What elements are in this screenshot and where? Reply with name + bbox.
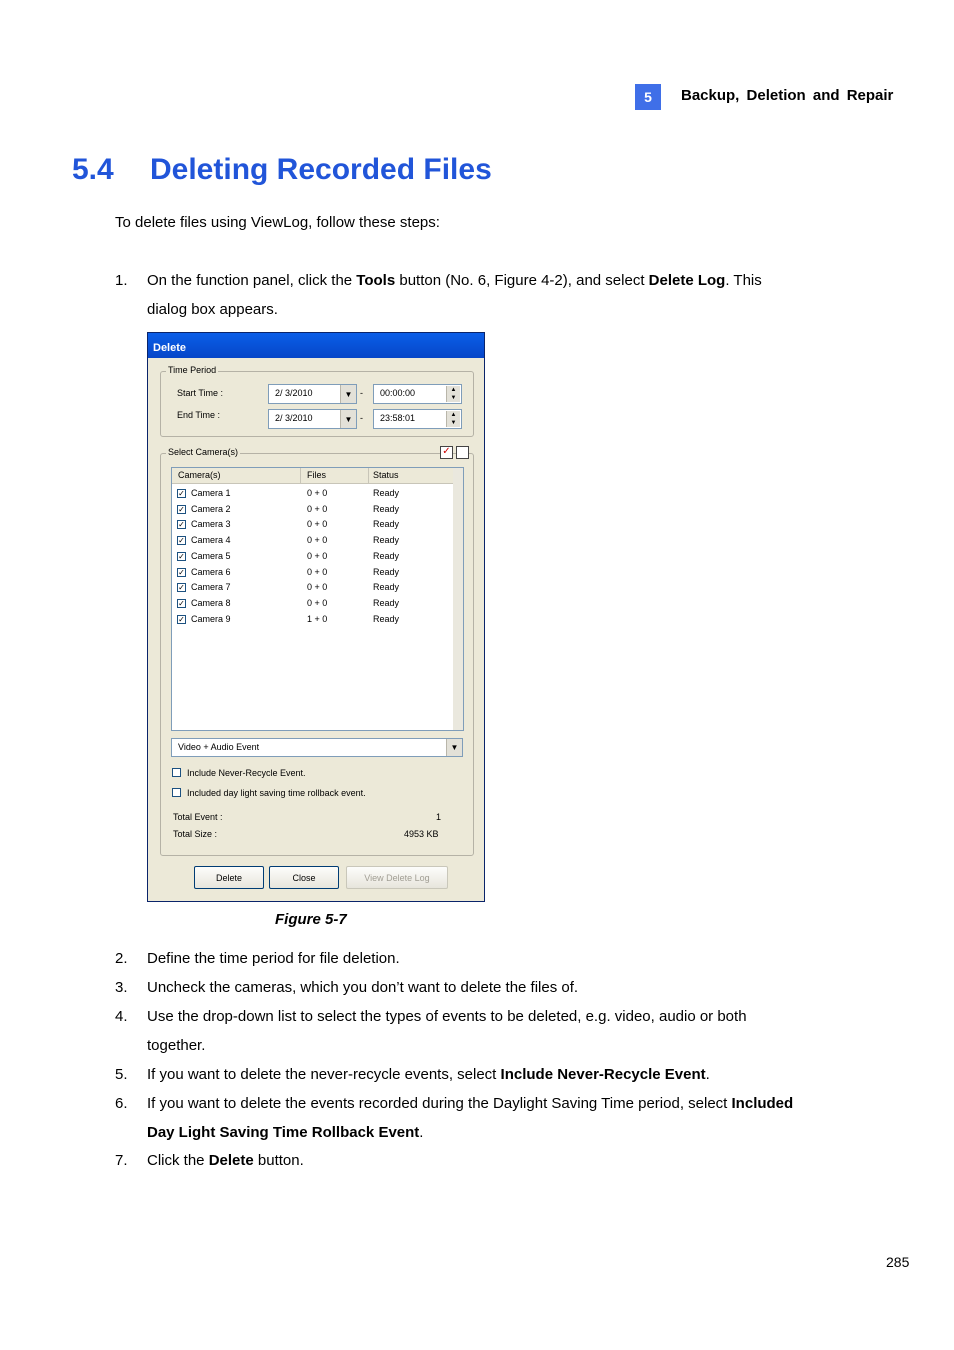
table-row[interactable] — [172, 517, 462, 532]
step-text-part: button (No. 6, Figure 4-2), and select — [395, 272, 649, 289]
step-number: 2. — [115, 950, 128, 967]
never-recycle-checkbox[interactable] — [172, 768, 181, 777]
column-header-status[interactable]: Status — [373, 470, 399, 480]
camera-checkbox[interactable]: ✓ — [178, 598, 185, 608]
table-row[interactable] — [172, 549, 462, 564]
end-date-dropdown-icon[interactable]: ▼ — [340, 410, 356, 428]
step-text: Use the drop-down list to select the types of events to be deleted, e.g. video, audio or both — [147, 1008, 747, 1025]
section-title — [72, 153, 492, 187]
step-text-part: . — [705, 1066, 710, 1083]
step-text — [147, 1146, 304, 1175]
view-delete-log-button[interactable]: View Delete Log — [346, 866, 448, 889]
camera-files: 0 + 0 — [307, 582, 328, 593]
event-type-value: Video + Audio Event — [178, 742, 260, 752]
dst-rollback-checkbox[interactable] — [172, 788, 181, 797]
intro-paragraph: To delete files using ViewLog, follow these steps: — [115, 214, 440, 231]
step-text-part: . This — [725, 272, 762, 289]
camera-checkbox[interactable]: ✓ — [178, 614, 185, 624]
step-text-line2: dialog box appears. — [147, 301, 278, 318]
camera-checkbox[interactable]: ✓ — [178, 551, 185, 561]
camera-status: Ready — [373, 503, 400, 514]
deselect-all-icon[interactable] — [456, 446, 469, 459]
delete-button[interactable]: Delete — [194, 866, 264, 889]
camera-checkbox[interactable]: ✓ — [178, 504, 185, 514]
time-period-label: Time Period — [168, 365, 217, 375]
step-bold: Tools — [356, 272, 396, 289]
dialog-title-bar: Delete — [148, 333, 484, 358]
table-row[interactable] — [172, 580, 462, 595]
start-time-spinner[interactable] — [446, 386, 460, 402]
step-number: 7. — [115, 1152, 128, 1169]
end-date-value: 2/ 3/2010 — [275, 413, 313, 423]
step-text: Uncheck the cameras, which you don’t want to delete the files of. — [147, 979, 579, 996]
select-all-icon[interactable]: ✓ — [440, 446, 453, 459]
step-number: 4. — [115, 1008, 128, 1025]
close-button[interactable]: Close — [269, 866, 339, 889]
step-text — [147, 1089, 793, 1118]
camera-list — [171, 467, 464, 731]
total-event-value: 1 — [436, 812, 442, 822]
section-number: 5.4 — [72, 153, 114, 186]
start-time-value: 00:00:00 — [380, 388, 416, 398]
table-row[interactable] — [172, 486, 462, 501]
camera-status: Ready — [373, 582, 400, 593]
start-date-dropdown-icon[interactable]: ▼ — [340, 385, 356, 403]
start-time-label: Start Time : — [177, 388, 224, 398]
camera-name: Camera 2 — [191, 503, 231, 514]
camera-checkbox[interactable]: ✓ — [178, 536, 185, 546]
end-time-spinner[interactable] — [446, 411, 460, 427]
delete-dialog — [147, 332, 485, 902]
event-type-select[interactable] — [171, 738, 463, 757]
spin-down-icon[interactable]: ▼ — [450, 420, 457, 426]
table-row[interactable] — [172, 502, 462, 517]
step-number: 3. — [115, 979, 128, 996]
camera-files: 0 + 0 — [307, 597, 328, 608]
camera-name: Camera 6 — [191, 566, 231, 577]
table-row[interactable] — [172, 565, 462, 580]
step-number: 6. — [115, 1095, 128, 1112]
spin-down-icon[interactable]: ▼ — [450, 395, 457, 401]
dst-rollback-label: Included day light saving time rollback event. — [187, 788, 366, 798]
step-bold: Delete Log — [648, 272, 726, 289]
camera-list-header — [172, 468, 463, 484]
camera-status: Ready — [373, 550, 400, 561]
camera-checkbox[interactable]: ✓ — [178, 583, 185, 593]
camera-status: Ready — [373, 613, 400, 624]
column-header-files[interactable]: Files — [307, 470, 327, 480]
start-date-value: 2/ 3/2010 — [275, 388, 313, 398]
camera-name: Camera 9 — [191, 613, 231, 624]
camera-status: Ready — [373, 535, 400, 546]
camera-checkbox[interactable]: ✓ — [178, 489, 185, 498]
end-time-value: 23:58:01 — [380, 413, 416, 423]
step-text — [147, 266, 762, 295]
step-text-part: button. — [253, 1152, 304, 1169]
select-cameras-label: Select Camera(s) — [168, 447, 239, 457]
camera-checkbox[interactable]: ✓ — [178, 520, 185, 530]
never-recycle-label: Include Never-Recycle Event. — [187, 768, 306, 778]
step-text: Define the time period for file deletion. — [147, 950, 400, 967]
camera-name: Camera 5 — [191, 550, 231, 561]
step-text — [147, 1060, 710, 1089]
dash-separator: - — [360, 413, 363, 423]
table-row[interactable] — [172, 533, 462, 548]
camera-name: Camera 1 — [191, 488, 231, 498]
column-header-cameras[interactable]: Camera(s) — [178, 470, 221, 480]
step-number: 5. — [115, 1066, 128, 1083]
camera-files: 0 + 0 — [307, 550, 328, 561]
camera-files: 1 + 0 — [307, 613, 328, 624]
total-size-label: Total Size : — [173, 829, 218, 839]
spin-up-icon[interactable]: ▲ — [450, 387, 457, 393]
section-title-text: Deleting Recorded Files — [150, 153, 492, 186]
step-text-part: . — [419, 1124, 424, 1141]
dash-separator: - — [360, 388, 363, 398]
step-number: 1. — [115, 272, 128, 289]
camera-status: Ready — [373, 566, 400, 577]
total-event-label: Total Event : — [173, 812, 223, 822]
step-bold: Delete — [208, 1152, 254, 1169]
page-number: 285 — [886, 1254, 910, 1270]
camera-files: 0 + 0 — [307, 519, 328, 530]
chapter-number-badge: 5 — [635, 84, 661, 110]
total-size-value: 4953 KB — [404, 829, 439, 839]
camera-name: Camera 7 — [191, 582, 231, 593]
camera-status: Ready — [373, 488, 400, 498]
camera-files: 0 + 0 — [307, 566, 328, 577]
step-bold: Included — [731, 1095, 794, 1112]
end-time-label: End Time : — [177, 410, 221, 420]
step-text-part: If you want to delete the events recorded during the Daylight Saving Time period, select — [147, 1095, 732, 1112]
chapter-title: Backup, Deletion and Repair — [681, 87, 894, 104]
camera-status: Ready — [373, 519, 400, 530]
camera-status: Ready — [373, 597, 400, 608]
camera-name: Camera 8 — [191, 597, 231, 608]
step-text-part: On the function panel, click the — [147, 272, 357, 289]
camera-files: 0 + 0 — [307, 503, 328, 514]
figure-caption: Figure 5-7 — [275, 911, 347, 928]
step-text-line2 — [147, 1118, 423, 1147]
table-row[interactable] — [172, 612, 462, 627]
camera-name: Camera 3 — [191, 519, 231, 530]
step-bold: Day Light Saving Time Rollback Event — [147, 1124, 420, 1141]
step-bold: Include Never-Recycle Event — [500, 1066, 706, 1083]
step-text-part: Click the — [147, 1152, 209, 1169]
camera-files: 0 + 0 — [307, 488, 328, 498]
camera-checkbox[interactable]: ✓ — [178, 567, 185, 577]
event-type-dropdown-icon[interactable]: ▼ — [446, 739, 462, 756]
step-text-line2: together. — [147, 1037, 206, 1054]
step-text-part: If you want to delete the never-recycle events, select — [147, 1066, 501, 1083]
spin-up-icon[interactable]: ▲ — [450, 412, 457, 418]
camera-name: Camera 4 — [191, 535, 231, 546]
table-row[interactable] — [172, 596, 462, 611]
camera-files: 0 + 0 — [307, 535, 328, 546]
